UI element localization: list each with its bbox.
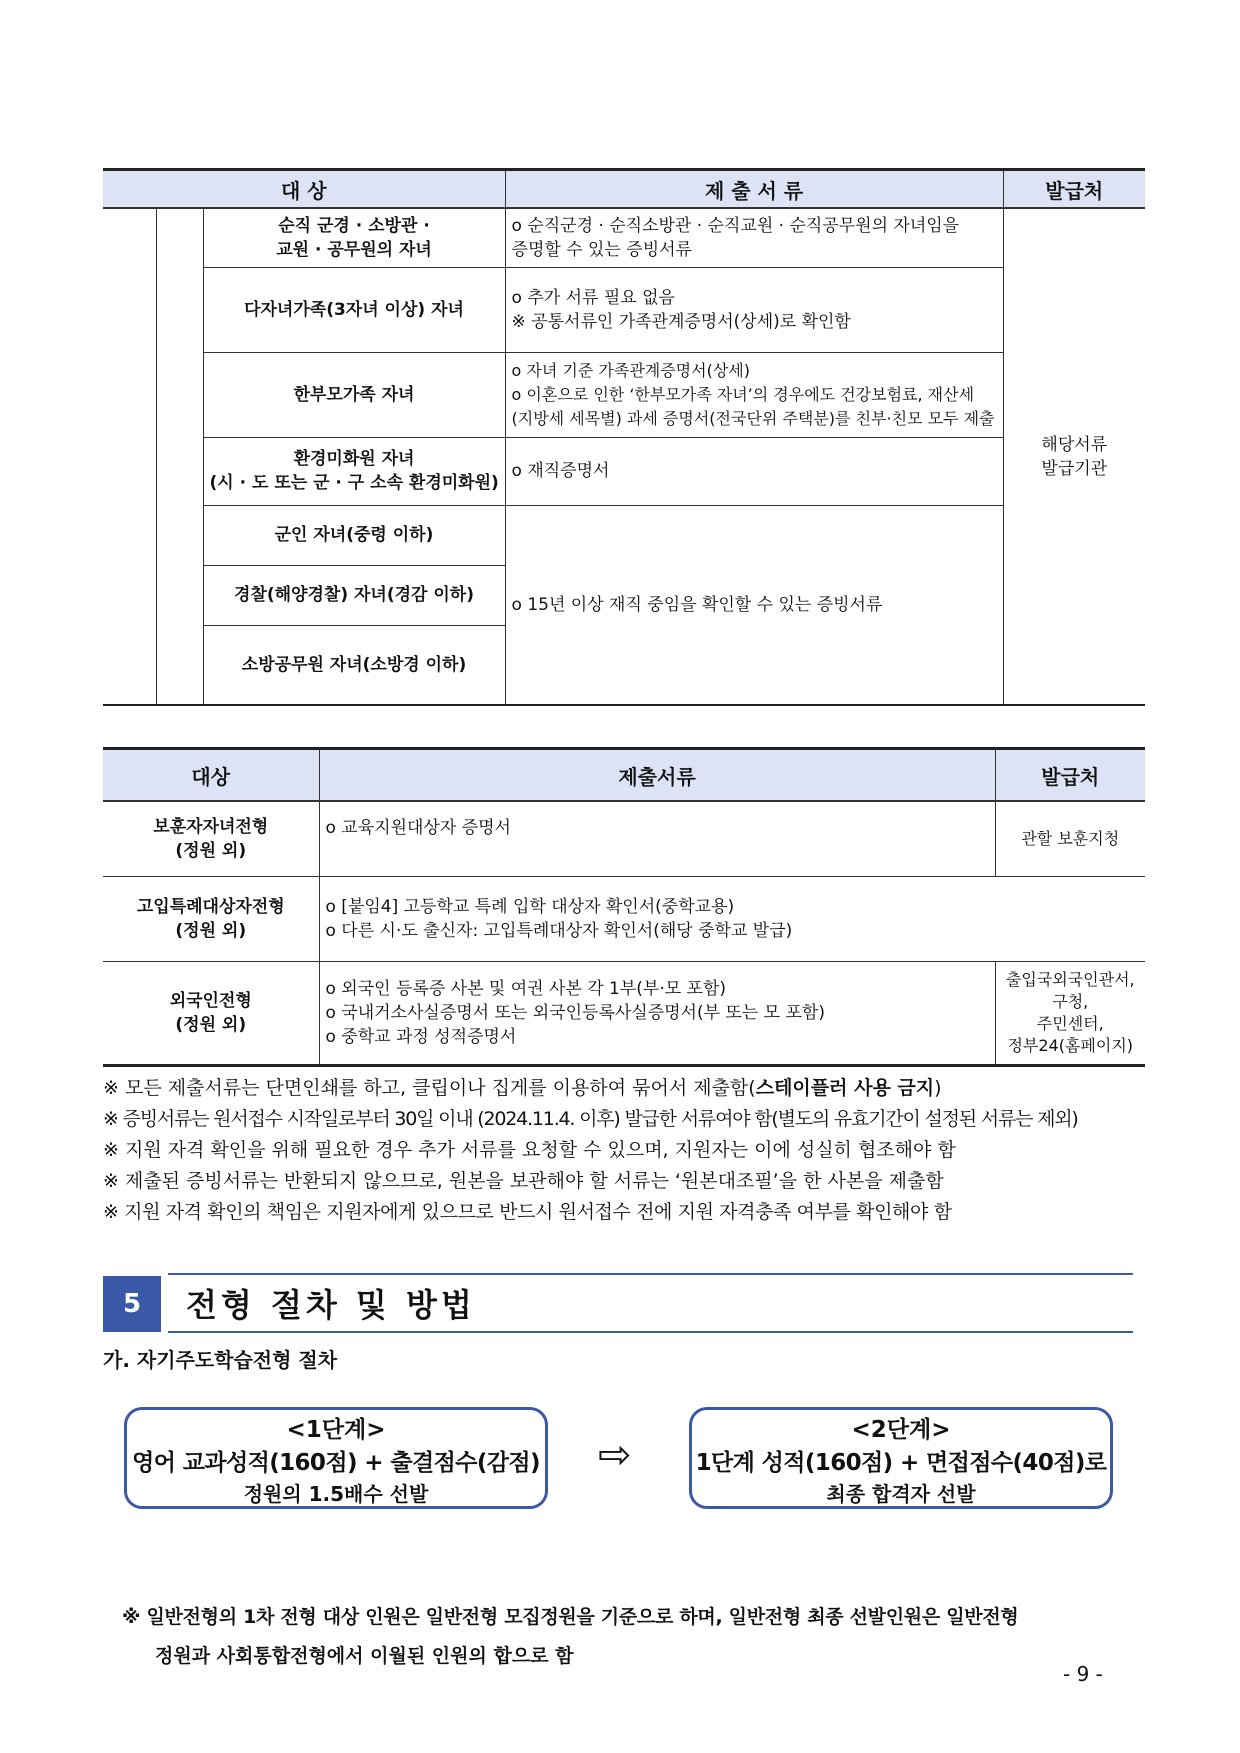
docs-cell: o 외국인 등록증 사본 및 여권 사본 각 1부(부·모 포함) o 국내거소사실증명서 또는 외국인등록사실증명서(부 또는 모 포함) o 중학교 과정 성적증명서 [319,961,995,1065]
stage1-title: <1단계> [286,1417,386,1443]
target-cell: 순직 군경 · 소방관 · 교원 · 공무원의 자녀 [203,208,505,267]
section-rule-bottom [168,1331,1133,1333]
target-cell: 보훈자자녀전형 (정원 외) [103,801,319,876]
notes [103,1073,1153,1228]
issuer-cell: 해당서류 발급기관 [1003,208,1145,705]
issuer-cell: 관할 보훈지청 [995,801,1145,876]
target-cell: 환경미화원 자녀 (시 · 도 또는 군 · 구 소속 환경미화원) [203,437,505,505]
header-docs: 제출서류 [319,749,995,802]
stage2-title: <2단계> [851,1417,951,1443]
section-rule-top [168,1273,1133,1275]
documents-table-2 [103,747,1145,1067]
documents-table-1 [103,168,1145,706]
section-title: 전형 절차 및 방법 [186,1286,476,1324]
header-issuer: 발급처 [995,749,1145,802]
target-cell: 한부모가족 자녀 [203,352,505,437]
stage1-line2: 정원의 1.5배수 선발 [243,1482,429,1506]
docs-cell: o 교육지원대상자 증명서 [319,801,995,876]
note-line: ※ 지원 자격 확인의 책임은 지원자에게 있으므로 반드시 원서접수 전에 지원 자격충족 여부를 확인해야 함 [103,1201,952,1223]
header-target: 대상 [103,749,319,802]
stage1-line1: 영어 교과성적(160점) + 출결점수(감점) [132,1450,540,1476]
stage2-box [689,1407,1113,1509]
section-number: 5 [103,1276,161,1332]
target-cell: 외국인전형 (정원 외) [103,961,319,1065]
target-cell: 소방공무원 자녀(소방경 이하) [203,625,505,705]
header-target: 대 상 [103,170,505,209]
docs-cell: o 추가 서류 필요 없음 ※ 공통서류인 가족관계증명서(상세)로 확인함 [505,267,1003,352]
target-cell: 다자녀가족(3자녀 이상) 자녀 [203,267,505,352]
note-line: ※ 제출된 증빙서류는 반환되지 않으므로, 원본을 보관해야 할 서류는 ‘원본대조필’을 한 사본을 제출함 [103,1170,944,1192]
target-cell: 고입특례대상자전형 (정원 외) [103,876,319,961]
stage2-line2: 최종 합격자 선발 [826,1482,976,1506]
note-line: ※ 증빙서류는 원서접수 시작일로부터 30일 이내 (2024.11.4. 이후) 발급한 서류여야 함(별도의 유효기간이 설정된 서류는 제외) [103,1108,1078,1130]
docs-cell: o [붙임4] 고등학교 특례 입학 대상자 확인서(중학교용) o 다른 시·도 출신자: 고입특례대상자 확인서(해당 중학교 발급) [319,876,1145,961]
arrow-icon: ⇨ [598,1432,632,1478]
final-note: ※ 일반전형의 1차 전형 대상 인원은 일반전형 모집정원을 기준으로 하며, 일반전형 최종 선발인원은 일반전형 정원과 사회통합전형에서 이월된 인원의 합으로 함 [122,1606,1019,1667]
blank-cell [103,208,156,705]
docs-cell: o 15년 이상 재직 중임을 확인할 수 있는 증빙서류 [505,505,1003,705]
target-cell: 경찰(해양경찰) 자녀(경감 이하) [203,565,505,625]
note-line: ※ 모든 제출서류는 단면인쇄를 하고, 클립이나 집게를 이용하여 묶어서 제출함(스테이플러 사용 금지) [103,1077,942,1099]
stage2-line1: 1단계 성적(160점) + 면접점수(40점)로 [695,1450,1107,1476]
page-number: - 9 - [1063,1662,1103,1686]
docs-cell: o 자녀 기준 가족관계증명서(상세) o 이혼으로 인한 ‘한부모가족 자녀’의 경우에도 건강보험료, 재산세 (지방세 세목별) 과세 증명서(전국단위 주택분)를 친부·친모 모두 제출 [505,352,1003,437]
issuer-cell: 출입국외국인관서, 구청, 주민센터, 정부24(홈페이지) [995,961,1145,1065]
stage1-box [124,1407,548,1509]
docs-cell: o 재직증명서 [505,437,1003,505]
docs-cell: o 순직군경 · 순직소방관 · 순직교원 · 순직공무원의 자녀임을 증명할 수 있는 증빙서류 [505,208,1003,267]
header-issuer: 발급처 [1003,170,1145,209]
blank-cell [156,208,203,705]
header-docs: 제 출 서 류 [505,170,1003,209]
subheading: 가. 자기주도학습전형 절차 [103,1348,338,1372]
target-cell: 군인 자녀(중령 이하) [203,505,505,565]
note-line: ※ 지원 자격 확인을 위해 필요한 경우 추가 서류를 요청할 수 있으며, 지원자는 이에 성실히 협조해야 함 [103,1139,956,1161]
